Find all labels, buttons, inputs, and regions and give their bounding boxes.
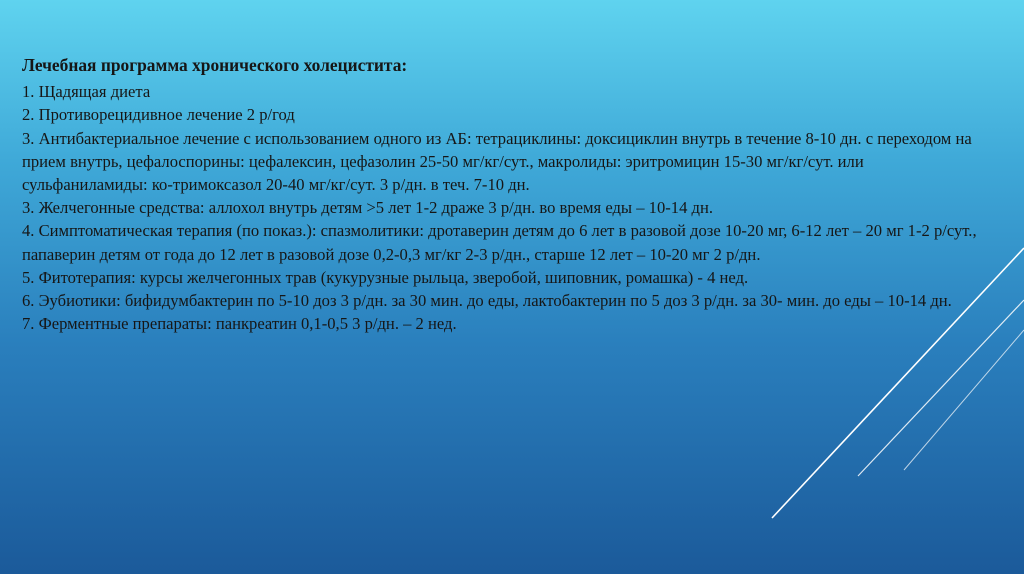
- slide-content: [22, 54, 987, 335]
- list-item-5: 4. Симптоматическая терапия (по показ.): спазмолитики: дротаверин детям до 6 лет в разовой дозе 10-20 мг, 6-12 лет – 20 мг 1-2 р/сут., папаверин детям от года до 12 лет в разовой дозе 0,2-0,3 мг/кг 2-3 р/дн., старше 12 лет – 10-20 мг 2 р/дн.: [22, 221, 977, 264]
- list-item-1: 1. Щадящая диета: [22, 82, 151, 102]
- list-item-3: 3. Антибактериальное лечение с использованием одного из АБ: тетрациклины: доксициклин внутрь в течение 8-10 дн. с переходом на прием внутрь, цефалоспорины: цефалексин, цефазолин 25-50 мг/кг/сут., макролиды: эритромицин 15-30 мг/кг/сут. или сульфаниламиды: ко-тримоксазол 20-40 мг/кг/сут. 3 р/дн. в теч. 7-10 дн.: [22, 128, 972, 195]
- list-item-6: 5. Фитотерапия: курсы желчегонных трав (кукурузные рыльца, зверобой, шиповник, ромашка) - 4 нед.: [22, 267, 749, 287]
- list-item-2: 2. Противорецидивное лечение 2 р/год: [22, 105, 295, 125]
- list-item-4: 3. Желчегонные средства: аллохол внутрь детям >5 лет 1-2 драже 3 р/дн. во время еды – 10-14 дн.: [22, 198, 713, 218]
- list-item-8: 7. Ферментные препараты: панкреатин 0,1-0,5 3 р/дн. – 2 нед.: [22, 314, 457, 334]
- list-item-7: 6. Эубиотики: бифидумбактерин по 5-10 доз 3 р/дн. за 30 мин. до еды, лактобактерин по 5 доз 3 р/дн. за 30- мин. до еды – 10-14 дн.: [22, 291, 952, 311]
- decorative-line-3: [904, 330, 1024, 470]
- slide-title: Лечебная программа хронического холецистита:: [22, 55, 408, 75]
